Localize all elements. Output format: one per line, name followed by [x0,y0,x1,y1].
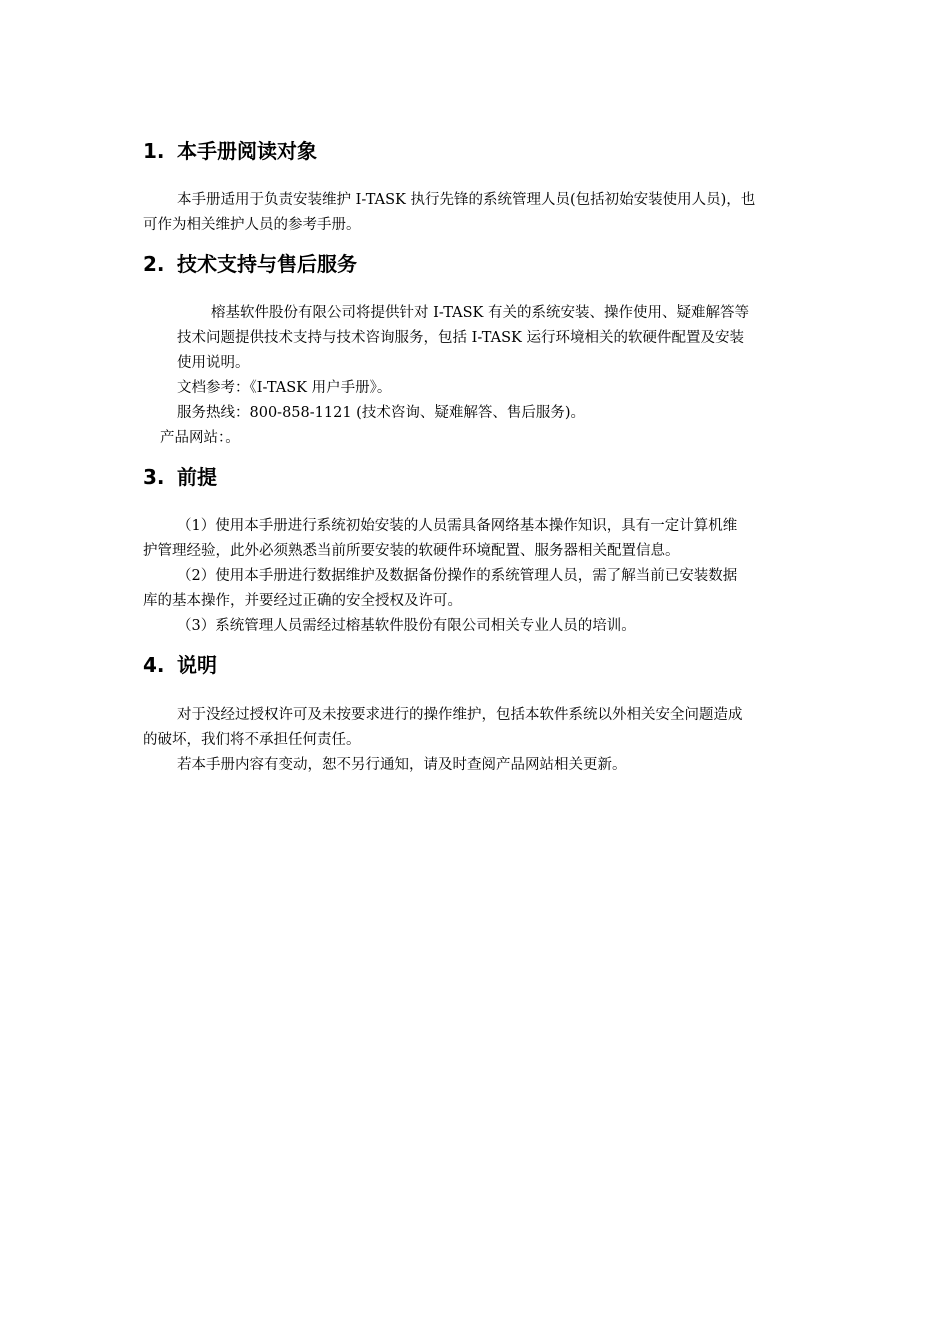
section-2-line-2: 技术问题提供技术支持与技术咨询服务，包括 I-TASK 运行环境相关的软硬件配置及安装 [177,330,744,346]
section-2-line-1: 榕基软件股份有限公司将提供针对 I-TASK 有关的系统安装、操作使用、疑难解答等 [211,305,749,321]
section-3-heading [143,464,217,490]
section-3-line-3: （2）使用本手册进行数据维护及数据备份操作的系统管理人员，需了解当前已安装数据 [177,568,738,584]
section-3-line-2: 护管理经验，此外必须熟悉当前所要安装的软硬件环境配置、服务器相关配置信息。 [143,543,680,559]
section-3-title: 前提 [177,465,217,489]
section-4-title: 说明 [177,653,217,677]
section-1-title: 本手册阅读对象 [177,139,317,163]
section-4-line-2: 的破坏，我们将不承担任何责任。 [143,732,361,748]
section-3-number: 3. [143,465,165,489]
section-4-heading [143,652,217,678]
section-2-website: 产品网站：。 [160,430,240,446]
section-3-line-4: 库的基本操作，并要经过正确的安全授权及许可。 [143,593,462,609]
section-2-number: 2. [143,252,165,276]
section-2-title: 技术支持与售后服务 [177,252,357,276]
section-2-heading [143,251,357,277]
section-4-number: 4. [143,653,165,677]
section-4-line-1: 对于没经过授权许可及未按要求进行的操作维护，包括本软件系统以外相关安全问题造成 [177,707,743,723]
section-1-heading [143,138,317,164]
section-1-line-2: 可作为相关维护人员的参考手册。 [143,217,361,233]
section-4-line-3: 若本手册内容有变动，恕不另行通知，请及时查阅产品网站相关更新。 [177,757,627,773]
section-3-line-5: （3）系统管理人员需经过榕基软件股份有限公司相关专业人员的培训。 [177,618,636,634]
section-2-line-3: 使用说明。 [177,355,250,371]
section-1-line-1: 本手册适用于负责安装维护 I-TASK 执行先锋的系统管理人员(包括初始安装使用人员)，也 [177,192,756,208]
section-1-number: 1. [143,139,165,163]
section-2-hotline: 服务热线：800-858-1121 (技术咨询、疑难解答、售后服务)。 [177,405,585,421]
section-2-reference: 文档参考：《I-TASK 用户手册》。 [177,380,392,396]
section-3-line-1: （1）使用本手册进行系统初始安装的人员需具备网络基本操作知识，具有一定计算机维 [177,518,738,534]
